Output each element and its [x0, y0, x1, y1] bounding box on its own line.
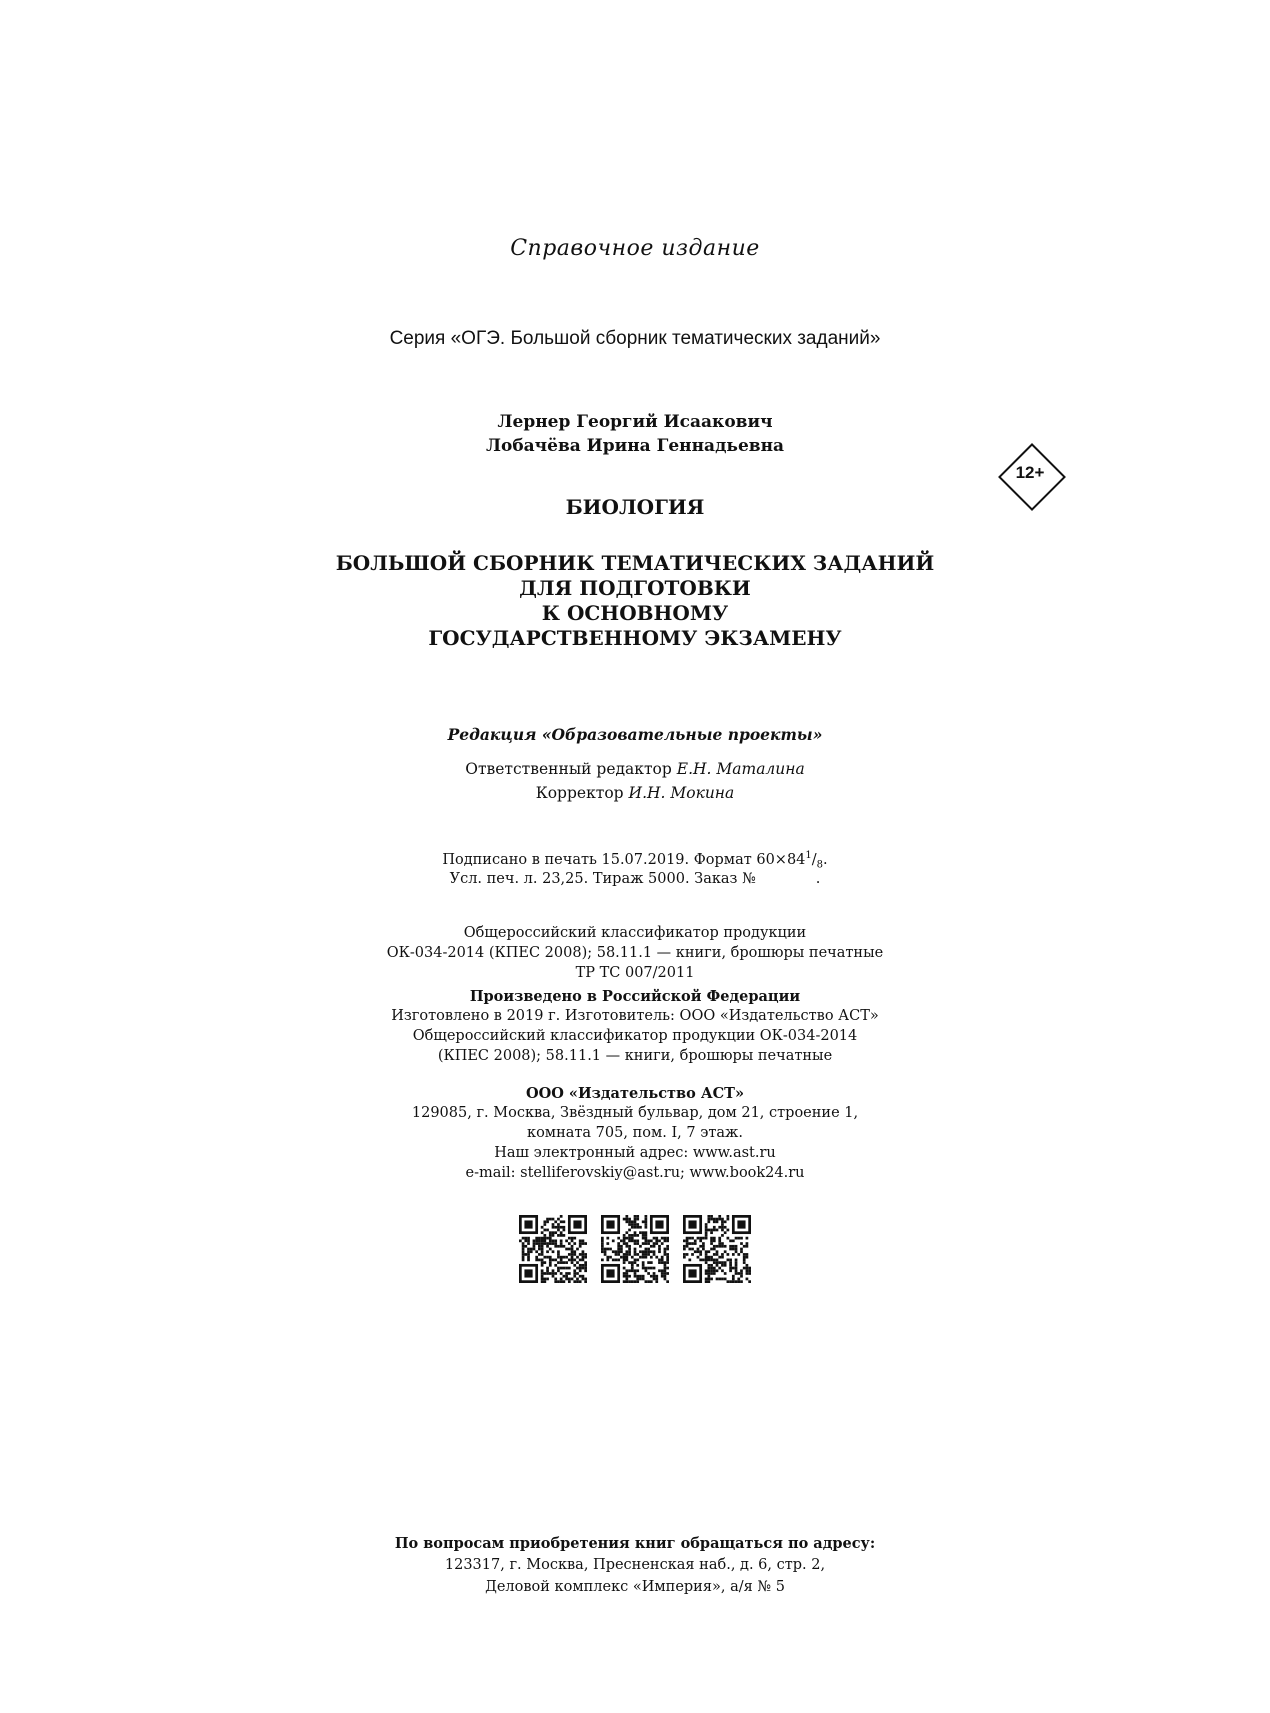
- format-fraction-end: .: [823, 851, 828, 868]
- author-2: Лобачёва Ирина Геннадьевна: [485, 436, 785, 456]
- book-subject: БИОЛОГИЯ: [565, 495, 705, 519]
- purchase-heading: По вопросам приобретения книг обращаться по адресу:: [394, 1535, 876, 1552]
- manufacture-line-1: Изготовлено в 2019 г. Изготовитель: ООО «Издательство АСТ»: [391, 1008, 879, 1024]
- title-line-2: ДЛЯ ПОДГОТОВКИ: [519, 576, 751, 600]
- manufacture-line-3: (КПЕС 2008); 58.11.1 — книги, брошюры печатные: [437, 1048, 833, 1064]
- publisher-email: e-mail: stelliferovskiy@ast.ru; www.book24.ru: [465, 1165, 805, 1181]
- title-line-1: БОЛЬШОЙ СБОРНИК ТЕМАТИЧЕСКИХ ЗАДАНИЙ: [335, 551, 935, 575]
- title-line-3: К ОСНОВНОМУ: [541, 601, 729, 625]
- publisher-name: ООО «Издательство АСТ»: [525, 1085, 745, 1102]
- classifier-line-1: Общероссийский классификатор продукции: [463, 925, 807, 941]
- editorial-office: Редакция «Образовательные проекты»: [447, 725, 823, 744]
- classifier-line-2: ОК-034-2014 (КПЕС 2008); 58.11.1 — книги, брошюры печатные: [386, 945, 884, 961]
- print-run-end: .: [815, 871, 821, 887]
- qr-code-icon: [601, 1215, 669, 1283]
- proofreader-name: И.Н. Мокина: [628, 784, 735, 802]
- print-signed-text: Подписано в печать 15.07.2019. Формат 60×84: [442, 851, 806, 868]
- purchase-address-2: Деловой комплекс «Империя», а/я № 5: [485, 1579, 785, 1595]
- manufacture-line-2: Общероссийский классификатор продукции ОК-034-2014: [412, 1028, 858, 1044]
- chief-editor-label: Ответственный редактор: [465, 760, 672, 778]
- qr-code-icon: [683, 1215, 751, 1283]
- publisher-address-2: комната 705, пом. I, 7 этаж.: [527, 1125, 743, 1141]
- publication-genre: Справочное издание: [510, 236, 760, 261]
- title-line-4: ГОСУДАРСТВЕННОМУ ЭКЗАМЕНУ: [428, 626, 842, 650]
- format-fraction-numerator: 1: [805, 850, 812, 861]
- purchase-address-1: 123317, г. Москва, Пресненская наб., д. 6, стр. 2,: [444, 1557, 826, 1573]
- qr-codes: [0, 1215, 1270, 1283]
- format-fraction-denominator: 8: [816, 859, 824, 871]
- print-signed-line: Подписано в печать 15.07.2019. Формат $60\times 84^1/_8$.: [442, 850, 828, 871]
- proofreader-label: Корректор: [535, 784, 624, 802]
- publisher-website: Наш электронный адрес: www.ast.ru: [494, 1145, 776, 1161]
- series-title: Серия «ОГЭ. Большой сборник тематических заданий»: [389, 328, 881, 349]
- print-run-line: [0, 871, 1270, 887]
- chief-editor: [0, 760, 1270, 778]
- author-1: Лернер Георгий Исаакович: [497, 412, 773, 432]
- age-rating-text: 12+: [1015, 463, 1045, 482]
- proofreader: [0, 784, 1270, 802]
- qr-code-icon: [519, 1215, 587, 1283]
- classifier-line-3: ТР ТС 007/2011: [575, 965, 695, 981]
- chief-editor-name: Е.Н. Маталина: [676, 760, 805, 778]
- print-run-text: Усл. печ. л. 23,25. Тираж 5000. Заказ №: [449, 871, 756, 887]
- publisher-address-1: 129085, г. Москва, Звёздный бульвар, дом 21, строение 1,: [411, 1105, 859, 1121]
- made-in-line: Произведено в Российской Федерации: [469, 988, 801, 1005]
